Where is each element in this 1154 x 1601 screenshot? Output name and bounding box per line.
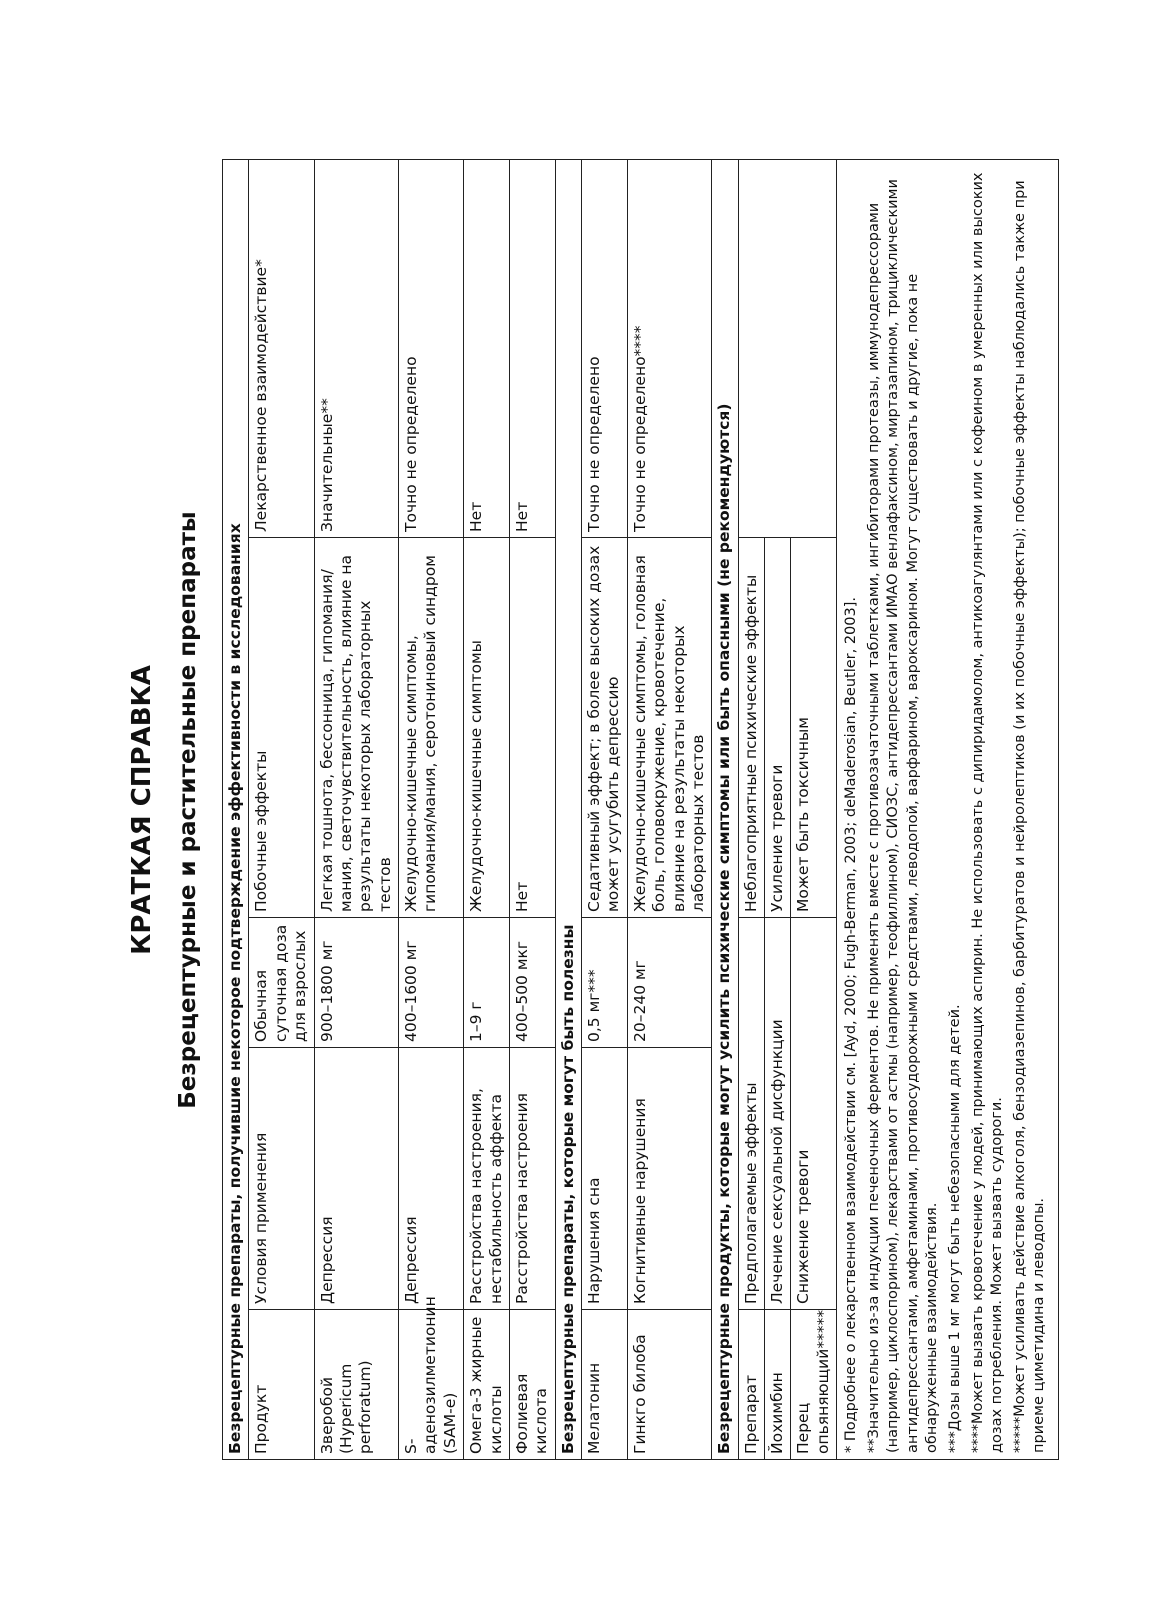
- table-cell: 0,5 мг***: [582, 918, 628, 1048]
- column-header: Лекарственное взаимодействие*: [249, 160, 314, 538]
- table-cell: Нет: [509, 160, 555, 538]
- table-cell: Гинкго билоба: [627, 1310, 712, 1460]
- table-header-row: [249, 160, 314, 1460]
- otc-herbal-table: [222, 159, 1059, 1460]
- rotated-page-content: [127, 160, 1048, 1460]
- table-cell: Седативный эффект; в более высоких дозах может усугубить депрессию: [582, 538, 628, 918]
- table-cell: Перец опьяняющий*****: [791, 1310, 837, 1460]
- column-header: Предполагаемые эффекты: [738, 918, 764, 1310]
- footnote: ***Дозы выше 1 мг могут быть небезопасными для детей.: [946, 1004, 963, 1453]
- page-subtitle: Безрецептурные и растительные препараты: [175, 511, 201, 1109]
- section-title: Безрецептурные продукты, которые могут усилить психические симптомы или быть опасными (не рекомендуются): [712, 160, 738, 1460]
- column-header: Обычная суточная доза для взрослых: [249, 918, 314, 1048]
- empty-cell: [765, 160, 791, 538]
- table-cell: Омега-3 жирные кислоты: [464, 1310, 510, 1460]
- table-cell: Фолиевая кислота: [509, 1310, 555, 1460]
- table-row: [464, 160, 510, 1460]
- table-row: [509, 160, 555, 1460]
- table-cell: 400–1600 мг: [399, 918, 464, 1048]
- footnote: *****Может усиливать действие алкоголя, бензодиазепинов, барбитуратов и нейролептиков (и их побочные эффекты); побочные эффекты наблюдались также при приеме циметидина и леводопы.: [1011, 180, 1048, 1453]
- column-header: Препарат: [738, 1310, 764, 1460]
- table-cell: Легкая тошнота, бессонница, гипомания/мания, светочувствительность, влияние на результаты некоторых лабораторных тестов: [314, 538, 399, 918]
- table-cell: Нет: [464, 160, 510, 538]
- column-header: Условия применения: [249, 1048, 314, 1310]
- table-cell: Усиление тревоги: [765, 538, 791, 918]
- table-row: [765, 160, 791, 1460]
- section-header-row: [555, 160, 581, 1460]
- table-row: [582, 160, 628, 1460]
- table-cell: 400–500 мкг: [509, 918, 555, 1048]
- table-cell: Точно не определено: [399, 160, 464, 538]
- table-cell: Желудочно-кишечные симптомы, гипомания/мания, серотониновый синдром: [399, 538, 464, 918]
- column-header: Продукт: [249, 1310, 314, 1460]
- table-cell: Расстройства настроения, нестабильность аффекта: [464, 1048, 510, 1310]
- table-cell: Нарушения сна: [582, 1048, 628, 1310]
- section-header-row: [223, 160, 249, 1460]
- section-title: Безрецептурные препараты, получившие некоторое подтверждение эффективности в исследованиях: [223, 160, 249, 1460]
- section-title: Безрецептурные препараты, которые могут быть полезны: [555, 160, 581, 1460]
- table-row: [314, 160, 399, 1460]
- empty-cell: [738, 160, 764, 538]
- table-cell: Может быть токсичным: [791, 538, 837, 918]
- table-cell: Лечение сексуальной дисфункции: [765, 918, 791, 1310]
- table-row: [399, 160, 464, 1460]
- table-cell: 20–240 мг: [627, 918, 712, 1048]
- table-cell: Точно не определено****: [627, 160, 712, 538]
- column-header: Неблагоприятные психические эффекты: [738, 538, 764, 918]
- table-cell: Расстройства настроения: [509, 1048, 555, 1310]
- table-cell: Когнитивные нарушения: [627, 1048, 712, 1310]
- table-cell: Зверобой (Hypericum perforatum): [314, 1310, 399, 1460]
- table-cell: Точно не определено: [582, 160, 628, 538]
- page-title: КРАТКАЯ СПРАВКА: [127, 665, 157, 955]
- section-header-row: [712, 160, 738, 1460]
- table-cell: Йохимбин: [765, 1310, 791, 1460]
- footnote: ****Может вызвать кровотечение у людей, принимающих аспирин. Не использовать с дипиридамолом, антикоагулянтами или с кофеином в умеренных или высоких дозах потребления. Может вызвать судороги.: [969, 172, 1006, 1453]
- table-cell: S-аденозилметионин (SAM-e): [399, 1310, 464, 1460]
- table-cell: Снижение тревоги: [791, 918, 837, 1310]
- table-cell: 900–1800 мг: [314, 918, 399, 1048]
- table-header-row: [738, 160, 764, 1460]
- table-cell: Нет: [509, 538, 555, 918]
- column-header: Побочные эффекты: [249, 538, 314, 918]
- table-row: [791, 160, 837, 1460]
- table-cell: Депрессия: [314, 1048, 399, 1310]
- footnote: * Подробнее о лекарственном взаимодействии см. [Ayd, 2000; Fugh-Berman, 2003; deMaderosian, Beutler, 2003].: [843, 597, 860, 1453]
- table-cell: Желудочно-кишечные симптомы, головная боль, головокружение, кровотечение, влияние на результаты некоторых лабораторных тестов: [627, 538, 712, 918]
- table-cell: Депрессия: [399, 1048, 464, 1310]
- table-row: [627, 160, 712, 1460]
- footnotes-row: [837, 160, 1059, 1460]
- table-cell: Желудочно-кишечные симптомы: [464, 538, 510, 918]
- table-cell: 1–9 г: [464, 918, 510, 1048]
- footnotes-cell: [837, 160, 1059, 1460]
- table-cell: Значительные**: [314, 160, 399, 538]
- empty-cell: [791, 160, 837, 538]
- table-cell: Мелатонин: [582, 1310, 628, 1460]
- footnote: **Значительно из-за индукции печеночных ферментов. Не применять вместе с противозачаточными таблетками, ингибиторами протеазы, иммунодепрессорами (например, циклоспорином), лекарствами от астмы (например, теофиллином), СИОЗС, антидепрессантами ИМАО венлафаксином, миртазапином, трициклическими антидепрессантами, амфетаминами, противосудорожными средствами, леводопой, варфарином, вароксарином. Могут существовать и другие, пока не обнаруженные взаимодействия.: [865, 179, 941, 1453]
